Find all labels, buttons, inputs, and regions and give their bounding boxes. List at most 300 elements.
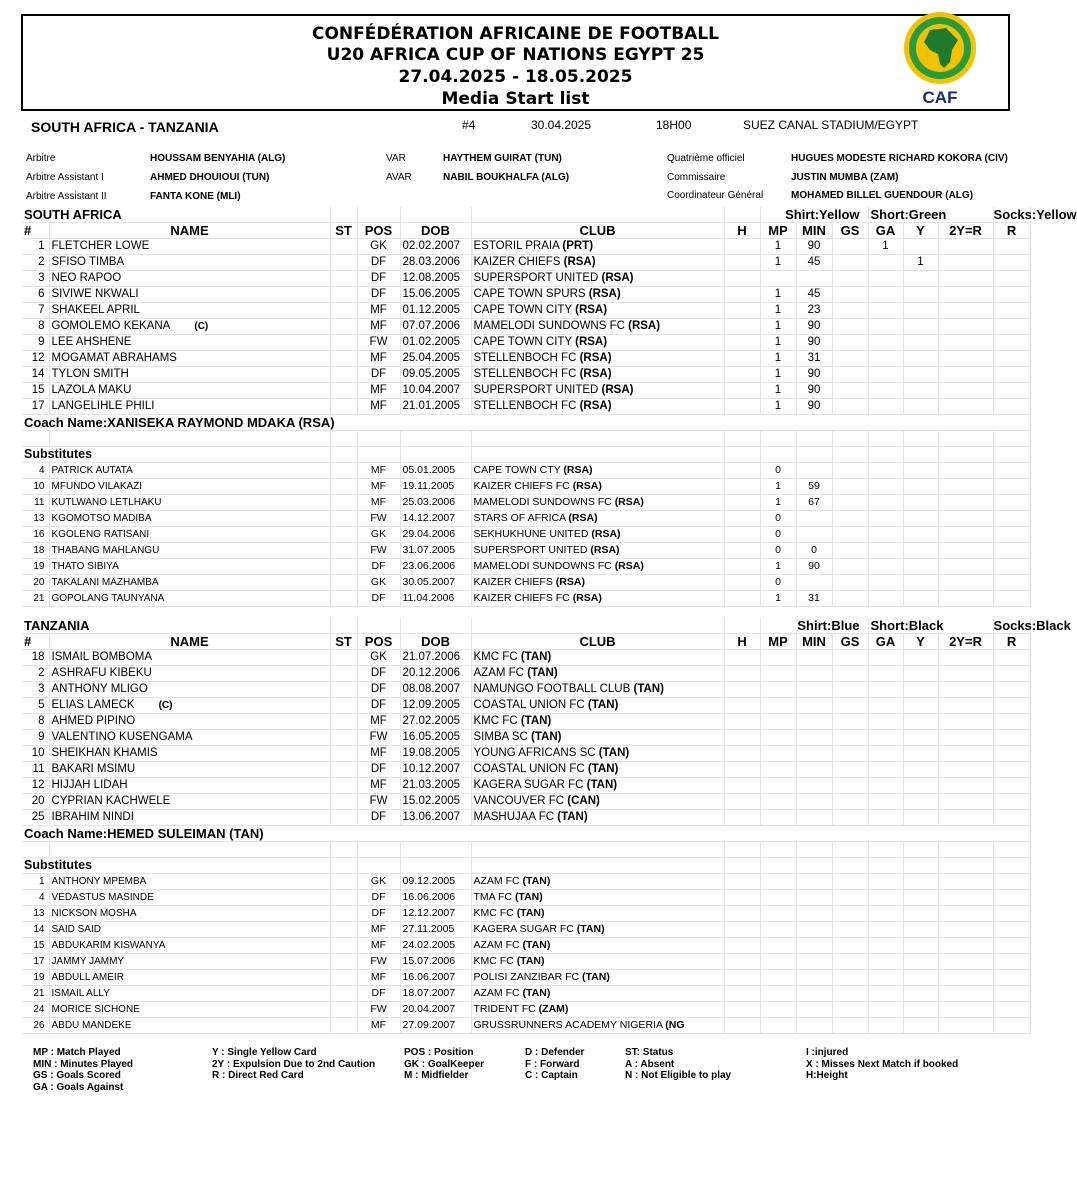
player-dob: 13.06.2007 xyxy=(400,810,471,826)
player-name xyxy=(49,367,330,383)
player-dob: 12.12.2007 xyxy=(400,906,471,922)
player-club xyxy=(471,367,724,383)
player-position: MF xyxy=(357,495,400,511)
player-position: DF xyxy=(357,255,400,271)
referee-name: HOUSSAM BENYAHIA (ALG) xyxy=(150,153,286,164)
substitute-row xyxy=(22,543,1030,559)
player-name xyxy=(49,239,330,255)
player-club xyxy=(471,794,724,810)
goals-against xyxy=(868,714,903,730)
column-header: POS xyxy=(357,223,400,239)
club-country: (TAN) xyxy=(598,747,630,760)
player-row xyxy=(22,239,1030,255)
player-number: 3 xyxy=(22,682,49,698)
legend-col-6: I :injured X : Misses Next Match if booked H:Height xyxy=(806,1047,959,1081)
club-name: KAIZER CHIEFS xyxy=(473,256,561,269)
player-name: ABDULL AMEIR xyxy=(49,970,330,986)
player-dob: 12.09.2005 xyxy=(400,698,471,714)
yellow-cards xyxy=(903,698,938,714)
club-country: (TAN) xyxy=(576,923,605,936)
club-country: (TAN) xyxy=(587,699,619,712)
substitute-row xyxy=(22,463,1030,479)
player-dob: 19.08.2005 xyxy=(400,746,471,762)
player-name xyxy=(49,255,330,271)
coach-name: Coach Name:HEMED SULEIMAN (TAN) xyxy=(22,826,1030,842)
column-header: Y xyxy=(903,634,938,650)
player-club xyxy=(471,511,724,527)
player-number: 3 xyxy=(22,271,49,287)
player-position: GK xyxy=(357,239,400,255)
player-dob: 07.07.2006 xyxy=(400,319,471,335)
substitute-row xyxy=(22,938,1030,954)
player-dob: 09.05.2005 xyxy=(400,367,471,383)
legend-col-1: MP : Match Played MIN : Minutes Played GS : Goals Scored GA : Goals Against xyxy=(33,1047,134,1093)
club-country: (RSA) xyxy=(563,464,593,477)
player-club xyxy=(471,970,724,986)
player-club xyxy=(471,986,724,1002)
player-number: 4 xyxy=(22,890,49,906)
player-name xyxy=(49,714,330,730)
player-number: 2 xyxy=(22,666,49,682)
goals-against xyxy=(868,335,903,351)
player-name-text: LANGELIHLE PHILI xyxy=(51,400,155,413)
caf-logo xyxy=(892,10,988,106)
club-name: CAPE TOWN CTY xyxy=(473,464,561,477)
minutes-played: 31 xyxy=(796,351,832,367)
player-number: 5 xyxy=(22,698,49,714)
player-position: MF xyxy=(357,1018,400,1034)
captain-mark: (C) xyxy=(158,700,173,712)
player-name: TAKALANI MAZHAMBA xyxy=(49,575,330,591)
player-name xyxy=(49,351,330,367)
matches-played xyxy=(760,906,796,922)
player-position: MF xyxy=(357,463,400,479)
player-position: FW xyxy=(357,543,400,559)
player-row xyxy=(22,399,1030,415)
goals-against xyxy=(868,319,903,335)
player-name-text: MOGAMAT ABRAHAMS xyxy=(51,352,177,365)
player-number: 21 xyxy=(22,986,49,1002)
yellow-cards xyxy=(903,746,938,762)
matches-played: 1 xyxy=(760,255,796,271)
club-country: (RSA) xyxy=(614,560,644,573)
goals-against xyxy=(868,287,903,303)
column-header: MIN xyxy=(796,223,832,239)
player-row xyxy=(22,666,1030,682)
player-row xyxy=(22,287,1030,303)
player-club xyxy=(471,271,724,287)
club-country: (ZAM) xyxy=(538,1003,569,1016)
minutes-played xyxy=(796,527,832,543)
yellow-cards xyxy=(903,319,938,335)
player-name-text: ASHRAFU KIBEKU xyxy=(51,667,152,680)
column-header: MIN xyxy=(796,634,832,650)
matches-played: 1 xyxy=(760,495,796,511)
player-number: 25 xyxy=(22,810,49,826)
yellow-cards xyxy=(903,730,938,746)
matches-played xyxy=(760,666,796,682)
player-dob: 25.03.2006 xyxy=(400,495,471,511)
player-position: GK xyxy=(357,874,400,890)
player-dob: 18.07.2007 xyxy=(400,986,471,1002)
player-dob: 23.06.2006 xyxy=(400,559,471,575)
column-header: GA xyxy=(868,223,903,239)
club-country: (RSA) xyxy=(579,400,612,413)
player-name xyxy=(49,746,330,762)
player-name-text: ISMAIL BOMBOMA xyxy=(51,651,153,664)
legend-col-2: Y : Single Yellow Card 2Y : Expulsion Due to 2nd Caution R : Direct Red Card xyxy=(212,1047,376,1081)
player-row xyxy=(22,319,1030,335)
club-name: KMC FC xyxy=(473,907,514,920)
club-name: MAMELODI SUNDOWNS FC xyxy=(473,320,625,333)
goals-against xyxy=(868,762,903,778)
player-club xyxy=(471,650,724,666)
player-number: 13 xyxy=(22,906,49,922)
goals-against xyxy=(868,746,903,762)
player-position: DF xyxy=(357,986,400,1002)
minutes-played xyxy=(796,986,832,1002)
substitute-row xyxy=(22,906,1030,922)
document-header xyxy=(21,14,1010,111)
player-dob: 27.09.2007 xyxy=(400,1018,471,1034)
substitute-row xyxy=(22,1002,1030,1018)
matches-played: 1 xyxy=(760,559,796,575)
player-name: GOPOLANG TAUNYANA xyxy=(49,591,330,607)
player-name xyxy=(49,778,330,794)
player-club xyxy=(471,778,724,794)
club-country: (PRT) xyxy=(562,240,594,253)
yellow-cards xyxy=(903,794,938,810)
goals-against xyxy=(868,367,903,383)
team-sheet-south-africa xyxy=(22,207,1077,607)
club-country: (TAN) xyxy=(527,667,558,680)
minutes-played xyxy=(796,954,832,970)
minutes-played xyxy=(796,730,832,746)
player-name xyxy=(49,666,330,682)
confederation-title: CONFÉDÉRATION AFRICAINE DE FOOTBALL xyxy=(312,24,719,44)
player-name xyxy=(49,650,330,666)
player-number: 18 xyxy=(22,543,49,559)
player-number: 15 xyxy=(22,938,49,954)
player-club xyxy=(471,255,724,271)
player-number: 8 xyxy=(22,714,49,730)
player-number: 20 xyxy=(22,794,49,810)
column-header: DOB xyxy=(400,223,471,239)
kit-shorts: Short:Green xyxy=(868,207,993,223)
player-row xyxy=(22,351,1030,367)
matches-played: 0 xyxy=(760,463,796,479)
club-name: KMC FC xyxy=(473,651,518,664)
var-label: VAR xyxy=(386,153,406,164)
player-number: 16 xyxy=(22,527,49,543)
column-header: NAME xyxy=(49,223,330,239)
club-name: CAPE TOWN CITY xyxy=(473,304,572,317)
document-title: Media Start list xyxy=(441,89,590,109)
club-name: ESTORIL PRAIA xyxy=(473,240,560,253)
captain-mark: (C) xyxy=(194,321,209,333)
column-header: # xyxy=(22,634,49,650)
player-club xyxy=(471,938,724,954)
goals-against xyxy=(868,810,903,826)
var-name: HAYTHEM GUIRAT (TUN) xyxy=(443,153,562,164)
coordinator-label: Coordinateur Général xyxy=(667,190,764,201)
player-name xyxy=(49,287,330,303)
matches-played xyxy=(760,794,796,810)
club-name: TMA FC xyxy=(473,891,513,904)
column-header: ST xyxy=(330,223,357,239)
substitute-row xyxy=(22,874,1030,890)
logo-text: CAF xyxy=(922,88,958,107)
matches-played xyxy=(760,810,796,826)
player-number: 6 xyxy=(22,287,49,303)
player-name: PATRICK AUTATA xyxy=(49,463,330,479)
player-position: MF xyxy=(357,303,400,319)
player-name xyxy=(49,335,330,351)
yellow-cards: 1 xyxy=(903,255,938,271)
minutes-played: 31 xyxy=(796,591,832,607)
player-club xyxy=(471,874,724,890)
ar2-label: Arbitre Assistant II xyxy=(26,191,107,202)
matches-played xyxy=(760,1002,796,1018)
club-country: (TAN) xyxy=(557,811,588,824)
player-name: THABANG MAHLANGU xyxy=(49,543,330,559)
player-number: 26 xyxy=(22,1018,49,1034)
club-country: (TAN) xyxy=(520,651,552,664)
club-country: (RSA) xyxy=(614,496,644,509)
player-name: MFUNDO VILAKAZI xyxy=(49,479,330,495)
goals-against xyxy=(868,682,903,698)
player-name xyxy=(49,303,330,319)
substitute-row xyxy=(22,922,1030,938)
player-number: 13 xyxy=(22,511,49,527)
player-club xyxy=(471,922,724,938)
club-name: CAPE TOWN CITY xyxy=(473,336,572,349)
player-number: 8 xyxy=(22,319,49,335)
player-position: GK xyxy=(357,527,400,543)
player-position: MF xyxy=(357,399,400,415)
club-country: (RSA) xyxy=(568,512,598,525)
coach-name: Coach Name:XANISEKA RAYMOND MDAKA (RSA) xyxy=(22,415,1030,431)
club-name: STARS OF AFRICA xyxy=(473,512,566,525)
player-club xyxy=(471,543,724,559)
club-name: STELLENBOCH FC xyxy=(473,368,577,381)
player-name: KGOLENG RATISANI xyxy=(49,527,330,543)
player-dob: 24.02.2005 xyxy=(400,938,471,954)
player-name-text: NEO RAPOO xyxy=(51,272,122,285)
yellow-cards xyxy=(903,239,938,255)
player-club xyxy=(471,383,724,399)
player-number: 17 xyxy=(22,399,49,415)
kit-shorts: Short:Black xyxy=(868,618,993,634)
player-club xyxy=(471,495,724,511)
player-number: 9 xyxy=(22,335,49,351)
matches-played: 1 xyxy=(760,479,796,495)
matches-played xyxy=(760,986,796,1002)
club-name: AZAM FC xyxy=(473,667,524,680)
player-club xyxy=(471,399,724,415)
player-club xyxy=(471,810,724,826)
club-country: (RSA) xyxy=(590,544,620,557)
player-position: DF xyxy=(357,271,400,287)
club-country: (TAN) xyxy=(516,907,545,920)
player-number: 7 xyxy=(22,303,49,319)
player-dob: 01.12.2005 xyxy=(400,303,471,319)
player-name-text: FLETCHER LOWE xyxy=(51,240,150,253)
goals-against xyxy=(868,271,903,287)
minutes-played: 90 xyxy=(796,335,832,351)
player-dob: 21.03.2005 xyxy=(400,778,471,794)
player-name xyxy=(49,271,330,287)
player-name-text: LEE AHSHENE xyxy=(51,336,132,349)
player-dob: 30.05.2007 xyxy=(400,575,471,591)
player-number: 12 xyxy=(22,351,49,367)
matches-played xyxy=(760,1018,796,1034)
club-country: (CAN) xyxy=(567,795,600,808)
club-name: AZAM FC xyxy=(473,987,520,1000)
player-club xyxy=(471,575,724,591)
fourth-official-label: Quatrième officiel xyxy=(667,153,745,164)
matches-played xyxy=(760,762,796,778)
matches-played: 0 xyxy=(760,511,796,527)
yellow-cards xyxy=(903,810,938,826)
substitute-row xyxy=(22,591,1030,607)
yellow-cards xyxy=(903,303,938,319)
player-name-text: SIVIWE NKWALI xyxy=(51,288,139,301)
player-dob: 27.02.2005 xyxy=(400,714,471,730)
player-name-text: SFISO TIMBA xyxy=(51,256,125,269)
player-position: GK xyxy=(357,575,400,591)
minutes-played xyxy=(796,650,832,666)
yellow-cards xyxy=(903,682,938,698)
minutes-played xyxy=(796,698,832,714)
player-number: 14 xyxy=(22,367,49,383)
avar-label: AVAR xyxy=(386,172,412,183)
player-dob: 16.05.2005 xyxy=(400,730,471,746)
yellow-cards xyxy=(903,271,938,287)
club-country: (TAN) xyxy=(633,683,664,696)
player-name-text: SHEIKHAN KHAMIS xyxy=(51,747,158,760)
club-country: (RSA) xyxy=(628,320,661,333)
player-name xyxy=(49,794,330,810)
substitute-row xyxy=(22,495,1030,511)
player-row xyxy=(22,383,1030,399)
column-header: 2Y=R xyxy=(938,223,993,239)
player-number: 17 xyxy=(22,954,49,970)
player-dob: 10.12.2007 xyxy=(400,762,471,778)
yellow-cards xyxy=(903,383,938,399)
club-country: (RSA) xyxy=(575,336,608,349)
minutes-played xyxy=(796,714,832,730)
club-name: NAMUNGO FOOTBALL CLUB xyxy=(473,683,631,696)
player-dob: 31.07.2005 xyxy=(400,543,471,559)
club-name: KAIZER CHIEFS FC xyxy=(473,480,570,493)
column-header: DOB xyxy=(400,634,471,650)
matches-played: 1 xyxy=(760,319,796,335)
club-country: (TAN) xyxy=(582,971,610,984)
column-header: MP xyxy=(760,223,796,239)
player-name xyxy=(49,762,330,778)
matches-played xyxy=(760,730,796,746)
club-country: (TAN) xyxy=(516,955,545,968)
tournament-dates: 27.04.2025 - 18.05.2025 xyxy=(398,67,633,87)
player-dob: 15.02.2005 xyxy=(400,794,471,810)
player-number: 11 xyxy=(22,495,49,511)
team-table xyxy=(22,618,1071,1034)
avar-name: NABIL BOUKHALFA (ALG) xyxy=(443,172,570,183)
player-row xyxy=(22,794,1030,810)
player-name: ABDU MANDEKE xyxy=(49,1018,330,1034)
player-name-text: SHAKEEL APRIL xyxy=(51,304,140,317)
club-country: (RSA) xyxy=(572,592,602,605)
goals-against: 1 xyxy=(868,239,903,255)
legend-col-5: ST: Status A : Absent N : Not Eligible to play xyxy=(625,1047,732,1081)
player-name-text: LAZOLA MAKU xyxy=(51,384,132,397)
player-club xyxy=(471,746,724,762)
player-row xyxy=(22,271,1030,287)
club-country: (RSA) xyxy=(555,576,585,589)
player-number: 21 xyxy=(22,591,49,607)
club-name: SUPERSPORT UNITED xyxy=(473,384,599,397)
matches-played xyxy=(760,954,796,970)
player-name: ANTHONY MPEMBA xyxy=(49,874,330,890)
player-position: MF xyxy=(357,479,400,495)
match-teams: SOUTH AFRICA - TANZANIA xyxy=(31,119,219,135)
club-country: (TAN) xyxy=(520,715,552,728)
player-dob: 12.08.2005 xyxy=(400,271,471,287)
column-header: POS xyxy=(357,634,400,650)
minutes-played: 90 xyxy=(796,399,832,415)
minutes-played xyxy=(796,682,832,698)
matches-played xyxy=(760,746,796,762)
matches-played: 1 xyxy=(760,367,796,383)
player-number: 24 xyxy=(22,1002,49,1018)
player-club xyxy=(471,591,724,607)
goals-against xyxy=(868,383,903,399)
minutes-played xyxy=(796,874,832,890)
minutes-played xyxy=(796,794,832,810)
player-number: 9 xyxy=(22,730,49,746)
club-name: KMC FC xyxy=(473,715,518,728)
substitute-row xyxy=(22,575,1030,591)
club-name: MASHUJAA FC xyxy=(473,811,555,824)
player-position: MF xyxy=(357,970,400,986)
column-header: H xyxy=(724,223,760,239)
player-club xyxy=(471,714,724,730)
player-club xyxy=(471,335,724,351)
commissioner-label: Commissaire xyxy=(667,172,726,183)
player-dob: 29.04.2006 xyxy=(400,527,471,543)
ar1-label: Arbitre Assistant I xyxy=(26,172,104,183)
goals-against xyxy=(868,650,903,666)
goals-against xyxy=(868,255,903,271)
player-row xyxy=(22,367,1030,383)
player-row xyxy=(22,682,1030,698)
matches-played xyxy=(760,714,796,730)
matches-played xyxy=(760,650,796,666)
club-name: TRIDENT FC xyxy=(473,1003,536,1016)
player-club xyxy=(471,479,724,495)
club-name: SUPERSPORT UNITED xyxy=(473,272,599,285)
club-country: (RSA) xyxy=(572,480,602,493)
player-position: MF xyxy=(357,714,400,730)
fourth-official-name: HUGUES MODESTE RICHARD KOKORA (CIV) xyxy=(791,153,1008,164)
minutes-played xyxy=(796,1018,832,1034)
player-dob: 21.07.2006 xyxy=(400,650,471,666)
player-name xyxy=(49,383,330,399)
player-club xyxy=(471,698,724,714)
player-row xyxy=(22,730,1030,746)
player-number: 11 xyxy=(22,762,49,778)
